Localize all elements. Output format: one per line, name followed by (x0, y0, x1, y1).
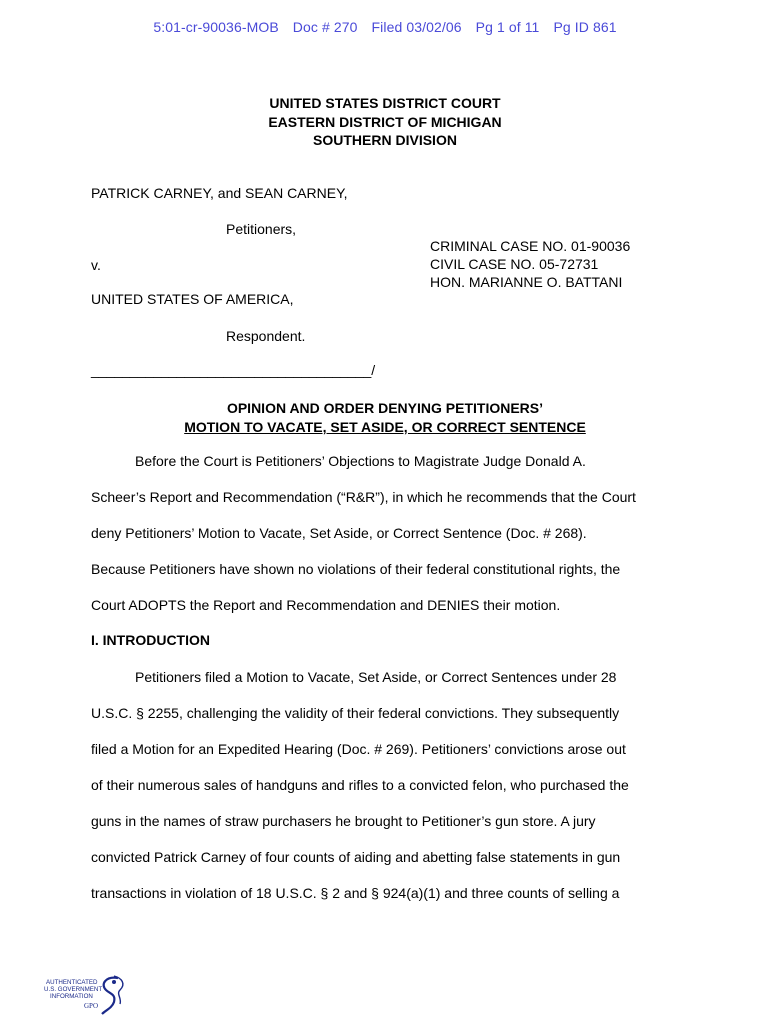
page-id: Pg ID 861 (553, 19, 617, 35)
seal-line-4: GPO (84, 1002, 99, 1010)
text-line: transactions in violation of 18 U.S.C. § 2 and § 924(a)(1) and three counts of selling a (91, 885, 620, 901)
text-line: Before the Court is Petitioners’ Objections to Magistrate Judge Donald A. (135, 453, 586, 469)
court-name: UNITED STATES DISTRICT COURT (269, 95, 501, 111)
docket-header (0, 19, 770, 35)
text-line: U.S.C. § 2255, challenging the validity of their federal convictions. They subsequently (91, 705, 620, 721)
text-line: Because Petitioners have shown no violations of their federal constitutional rights, the (91, 561, 621, 577)
versus: v. (91, 257, 101, 273)
text-line: deny Petitioners’ Motion to Vacate, Set Aside, or Correct Sentence (Doc. # 268). (91, 525, 587, 541)
text-line: convicted Patrick Carney of four counts of aiding and abetting false statements in gun (91, 849, 621, 865)
petitioners-names: PATRICK CARNEY, and SEAN CARNEY, (91, 185, 348, 201)
court-heading (0, 94, 770, 150)
filed-date: Filed 03/02/06 (371, 19, 462, 35)
seal-line-1: AUTHENTICATED (46, 979, 98, 986)
seal-line-3: INFORMATION (50, 993, 93, 1000)
title-line-1: OPINION AND ORDER DENYING PETITIONERS’ (226, 400, 544, 416)
respondent-name: UNITED STATES OF AMERICA, (91, 291, 294, 307)
intro-paragraph (91, 443, 691, 623)
section-heading: I. INTRODUCTION (91, 632, 210, 648)
judge-name: HON. MARIANNE O. BATTANI (430, 274, 623, 290)
case-info (430, 237, 630, 291)
doc-number: Doc # 270 (292, 19, 358, 35)
court-division: SOUTHERN DIVISION (313, 132, 457, 148)
section-paragraph (91, 659, 691, 911)
text-line: filed a Motion for an Expedited Hearing (Doc. # 269). Petitioners’ convictions arose out (91, 741, 626, 757)
petitioners-label: Petitioners, (226, 221, 297, 237)
criminal-case-number: CRIMINAL CASE NO. 01-90036 (430, 238, 631, 254)
page-count: Pg 1 of 11 (475, 19, 540, 35)
civil-case-number: CIVIL CASE NO. 05-72731 (430, 256, 599, 272)
text-line: Petitioners filed a Motion to Vacate, Set Aside, or Correct Sentences under 28 (135, 669, 617, 685)
gpo-authentication-seal-icon (44, 974, 130, 1018)
case-number: 5:01-cr-90036-MOB (153, 19, 279, 35)
seal-line-2: U.S. GOVERNMENT (44, 986, 103, 993)
text-line: of their numerous sales of handguns and rifles to a convicted felon, who purchased the (91, 777, 629, 793)
text-line: Scheer’s Report and Recommendation (“R&R”), in which he recommends that the Court (91, 489, 636, 505)
document-title (0, 399, 770, 437)
text-line: guns in the names of straw purchasers he brought to Petitioner’s gun store. A jury (91, 813, 596, 829)
respondent-label: Respondent. (226, 328, 306, 344)
title-line-2: MOTION TO VACATE, SET ASIDE, OR CORRECT SENTENCE (184, 419, 586, 435)
text-line: Court ADOPTS the Report and Recommendation and DENIES their motion. (91, 597, 561, 613)
caption-separator: ____________________________________/ (91, 362, 376, 378)
court-district: EASTERN DISTRICT OF MICHIGAN (268, 113, 502, 130)
